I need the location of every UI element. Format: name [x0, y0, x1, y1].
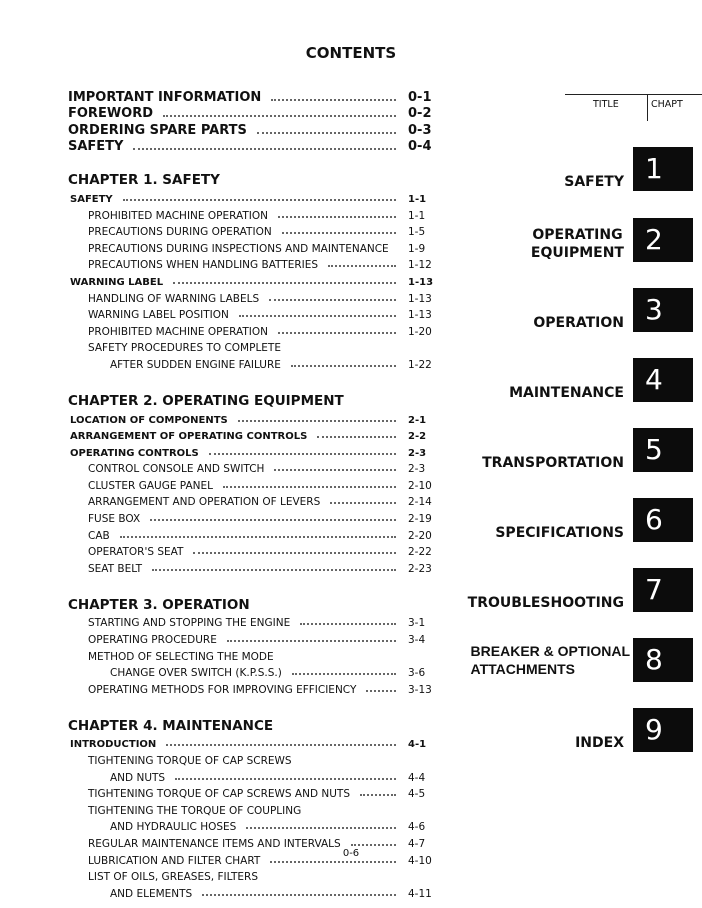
entry-label: PROHIBITED MACHINE OPERATION — [88, 209, 268, 222]
toc-entry[interactable] — [68, 883, 438, 900]
toc-entry[interactable] — [68, 867, 438, 884]
dot-leader — [278, 332, 396, 334]
dot-leader — [257, 132, 396, 134]
toc-entry[interactable] — [68, 784, 438, 801]
entry-page: 1-9 — [408, 242, 426, 255]
entry-label: TIGHTENING THE TORQUE OF COUPLING — [88, 804, 302, 817]
entry-page: 2-23 — [408, 562, 432, 575]
toc-entry[interactable] — [68, 750, 438, 767]
tab-number-block: 3 — [633, 288, 693, 332]
tab-number-block: 1 — [633, 147, 693, 191]
entry-page: 1-20 — [408, 325, 432, 338]
entry-label: WARNING LABEL POSITION — [88, 309, 229, 322]
entry-page: 1-5 — [408, 226, 426, 239]
entry-label: PROHIBITED MACHINE OPERATION — [88, 325, 268, 338]
entry-label: ARRANGEMENT AND OPERATION OF LEVERS — [88, 496, 321, 509]
entry-page: 0-1 — [408, 89, 432, 105]
tab-title: OPERATING EQUIPMENT — [530, 227, 624, 261]
tab-title: BREAKER & OPTIONAL ATTACHMENTS — [470, 643, 630, 677]
toc-entry[interactable] — [68, 409, 438, 426]
entry-page: 2-3 — [408, 447, 427, 459]
entry-page: 1-1 — [408, 209, 426, 222]
toc-entry[interactable] — [68, 121, 438, 138]
chapter-tab[interactable] — [0, 498, 702, 542]
title-column-label: TITLE — [593, 99, 619, 110]
dot-leader — [270, 861, 396, 863]
toc-entry[interactable] — [68, 542, 438, 559]
tab-number-block: 6 — [633, 498, 693, 542]
entry-page: 1-13 — [408, 276, 434, 288]
entry-page: 2-2 — [408, 431, 427, 443]
chapter-heading[interactable]: CHAPTER 3. OPERATION — [68, 596, 250, 613]
chapter-tab[interactable] — [0, 218, 702, 262]
entry-label: OPERATING CONTROLS — [70, 447, 199, 459]
entry-label: LUBRICATION AND FILTER CHART — [88, 854, 261, 867]
entry-page: 0-3 — [408, 122, 432, 138]
tab-title: INDEX — [575, 735, 624, 751]
entry-page: 0-4 — [408, 139, 432, 155]
entry-label: ORDERING SPARE PARTS — [68, 122, 247, 138]
tab-number-block: 2 — [633, 218, 693, 262]
entry-label: CAB — [88, 529, 110, 542]
chapter-tab[interactable] — [0, 428, 702, 472]
entry-label: HANDLING OF WARNING LABELS — [88, 292, 260, 305]
entry-label: CHANGE OVER SWITCH (K.P.S.S.) — [110, 667, 282, 680]
entry-page: 2-3 — [408, 463, 426, 476]
tab-title: SAFETY — [564, 174, 624, 190]
toc-entry[interactable] — [68, 475, 438, 492]
dot-leader — [328, 265, 396, 267]
page-number: 0-6 — [342, 848, 360, 859]
page-title: CONTENTS — [305, 44, 397, 62]
entry-label: OPERATING METHODS FOR IMPROVING EFFICIENCY — [88, 683, 357, 696]
entry-label: WARNING LABEL — [70, 276, 164, 288]
entry-page: 2-20 — [408, 529, 432, 542]
entry-label: SAFETY — [68, 139, 124, 155]
tab-number-block: 5 — [633, 428, 693, 472]
tab-number-block: 9 — [633, 708, 693, 752]
chapter-tab[interactable] — [0, 147, 702, 191]
chapter-column-label: CHAPT — [647, 94, 683, 121]
entry-label: IMPORTANT INFORMATION — [68, 89, 262, 105]
entry-label: METHOD OF SELECTING THE MODE — [88, 650, 274, 663]
entry-page: 2-10 — [408, 479, 432, 492]
dot-leader — [193, 552, 396, 554]
entry-label: FOREWORD — [68, 106, 154, 122]
dot-leader — [238, 420, 396, 422]
entry-label: STARTING AND STOPPING THE ENGINE — [88, 617, 291, 630]
tab-number-block: 7 — [633, 568, 693, 612]
tab-title: SPECIFICATIONS — [495, 525, 624, 541]
entry-label: REGULAR MAINTENANCE ITEMS AND INTERVALS — [88, 837, 341, 850]
tab-title: OPERATION — [533, 315, 624, 331]
entry-page: 1-1 — [408, 193, 427, 205]
dot-leader — [300, 623, 396, 625]
entry-page: 3-13 — [408, 683, 432, 696]
chapter-tab[interactable] — [0, 638, 702, 682]
entry-label: AFTER SUDDEN ENGINE FAILURE — [110, 358, 281, 371]
tab-title: TROUBLESHOOTING — [467, 595, 624, 611]
dot-leader — [246, 827, 396, 829]
chapter-tab[interactable] — [0, 288, 702, 332]
chapter-tab[interactable] — [0, 708, 702, 752]
tab-number-block: 4 — [633, 358, 693, 402]
entry-label: SAFETY PROCEDURES TO COMPLETE — [88, 342, 281, 355]
toc-entry[interactable] — [68, 271, 438, 288]
tab-index-header — [565, 94, 702, 110]
entry-label: TIGHTENING TORQUE OF CAP SCREWS AND NUTS — [88, 788, 350, 801]
dot-leader — [163, 115, 396, 117]
toc-entry[interactable] — [68, 88, 438, 105]
chapter-heading[interactable]: CHAPTER 4. MAINTENANCE — [68, 717, 274, 734]
entry-label: AND ELEMENTS — [110, 887, 193, 900]
chapter-heading[interactable]: CHAPTER 2. OPERATING EQUIPMENT — [68, 392, 344, 409]
dot-leader — [223, 486, 396, 488]
entry-label: TIGHTENING TORQUE OF CAP SCREWS — [88, 755, 292, 767]
tab-title: TRANSPORTATION — [482, 455, 624, 471]
entry-label: PRECAUTIONS WHEN HANDLING BATTERIES — [88, 259, 319, 272]
toc-entry[interactable] — [68, 800, 438, 817]
entry-page: 0-2 — [408, 106, 432, 122]
toc-entry[interactable] — [68, 105, 438, 122]
dot-leader — [271, 99, 396, 101]
entry-page: 4-7 — [408, 837, 426, 850]
entry-label: SEAT BELT — [88, 562, 143, 575]
toc-entry[interactable] — [68, 767, 438, 784]
entry-page: 1-13 — [408, 309, 432, 322]
entry-label: FUSE BOX — [88, 513, 141, 526]
entry-page: 4-6 — [408, 821, 426, 834]
dot-leader — [366, 690, 396, 692]
dot-leader — [175, 778, 396, 780]
table-of-contents — [68, 88, 438, 900]
entry-page: 3-6 — [408, 667, 426, 680]
entry-label: AND HYDRAULIC HOSES — [110, 821, 237, 834]
entry-page: 2-1 — [408, 414, 427, 426]
chapter-tab[interactable] — [0, 568, 702, 612]
entry-page: 2-14 — [408, 496, 432, 509]
entry-page: 2-22 — [408, 546, 432, 559]
tab-number-block: 8 — [633, 638, 693, 682]
entry-page: 3-4 — [408, 634, 426, 647]
toc-entry[interactable] — [68, 613, 438, 630]
entry-label: PRECAUTIONS DURING INSPECTIONS AND MAINTENANCE — [88, 242, 389, 255]
entry-label: OPERATOR'S SEAT — [88, 546, 184, 559]
dot-leader — [173, 282, 396, 284]
entry-label: LIST OF OILS, GREASES, FILTERS — [88, 871, 258, 884]
entry-page: 3-1 — [408, 617, 426, 630]
entry-page: 1-13 — [408, 292, 432, 305]
entry-page: 4-1 — [408, 739, 427, 751]
entry-page: 4-11 — [408, 887, 432, 900]
entry-label: OPERATING PROCEDURE — [88, 634, 217, 647]
entry-label: SAFETY — [70, 193, 113, 205]
toc-entry[interactable] — [68, 338, 438, 355]
entry-label: LOCATION OF COMPONENTS — [70, 414, 228, 426]
entry-page: 1-22 — [408, 358, 432, 371]
entry-page: 4-4 — [408, 771, 426, 784]
chapter-heading[interactable]: CHAPTER 1. SAFETY — [68, 172, 220, 189]
entry-label: PRECAUTIONS DURING OPERATION — [88, 226, 272, 239]
toc-entry[interactable] — [68, 817, 438, 834]
dot-leader — [202, 894, 396, 896]
entry-page: 4-10 — [408, 854, 432, 867]
entry-page: 2-19 — [408, 513, 432, 526]
entry-page: 1-12 — [408, 259, 432, 272]
dot-leader — [351, 844, 396, 846]
dot-leader — [360, 794, 396, 796]
dot-leader — [123, 199, 396, 201]
tab-title: MAINTENANCE — [509, 385, 624, 401]
entry-label: CONTROL CONSOLE AND SWITCH — [88, 463, 265, 476]
entry-label: CLUSTER GAUGE PANEL — [88, 479, 213, 492]
entry-label: ARRANGEMENT OF OPERATING CONTROLS — [70, 431, 308, 443]
entry-label: INTRODUCTION — [70, 739, 157, 751]
chapter-tab[interactable] — [0, 358, 702, 402]
entry-page: 4-5 — [408, 788, 426, 801]
entry-label: AND NUTS — [110, 771, 166, 784]
